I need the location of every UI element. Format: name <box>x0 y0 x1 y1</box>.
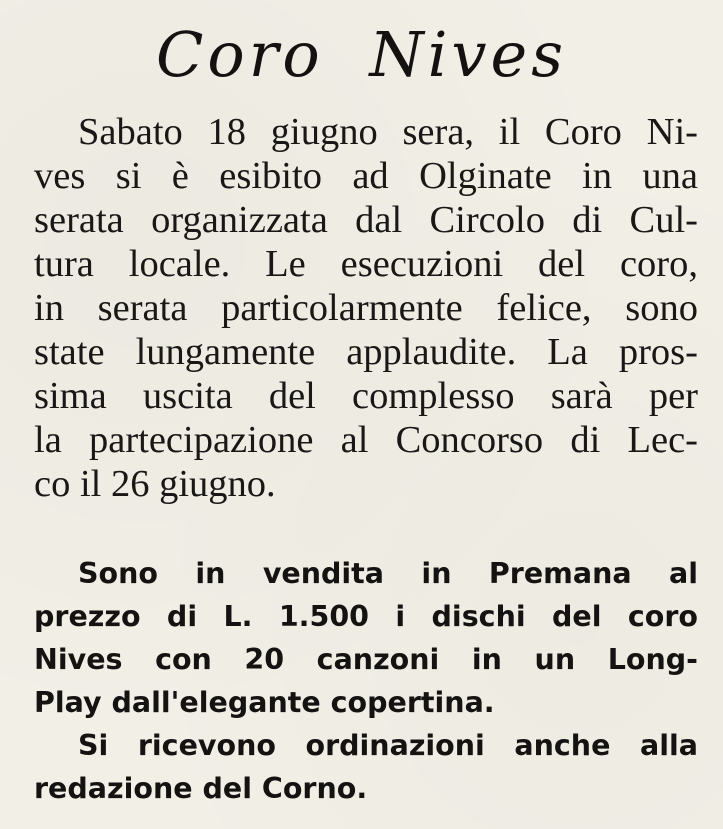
notice-line: Nives con 20 canzoni in un Long- <box>34 643 698 676</box>
article-line: state lungamente applaudite. La pros- <box>34 331 698 373</box>
notice-line: prezzo di L. 1.500 i dischi del coro <box>34 600 698 633</box>
article-title: Coro Nives <box>155 18 568 91</box>
article-line: sima uscita del complesso sarà per <box>34 375 698 417</box>
notice-line: Sono in vendita in Premana al <box>78 557 698 590</box>
article-line: serata organizzata dal Circolo di Cul- <box>34 199 698 241</box>
sale-notice <box>34 552 698 810</box>
article-body <box>34 110 698 506</box>
article-line: ves si è esibito ad Olginate in una <box>34 155 698 197</box>
notice-line: Play dall'elegante copertina. <box>34 686 495 719</box>
notice-line: redazione del Corno. <box>34 772 368 805</box>
article-line: Sabato 18 giugno sera, il Coro Ni- <box>78 111 698 153</box>
article-line: tura locale. Le esecuzioni del coro, <box>34 243 698 285</box>
article-line: in serata particolarmente felice, sono <box>34 287 698 329</box>
article-line: la partecipazione al Concorso di Lec- <box>34 419 698 461</box>
notice-line: Si ricevono ordinazioni anche alla <box>78 729 698 762</box>
article-line: co il 26 giugno. <box>34 463 276 505</box>
